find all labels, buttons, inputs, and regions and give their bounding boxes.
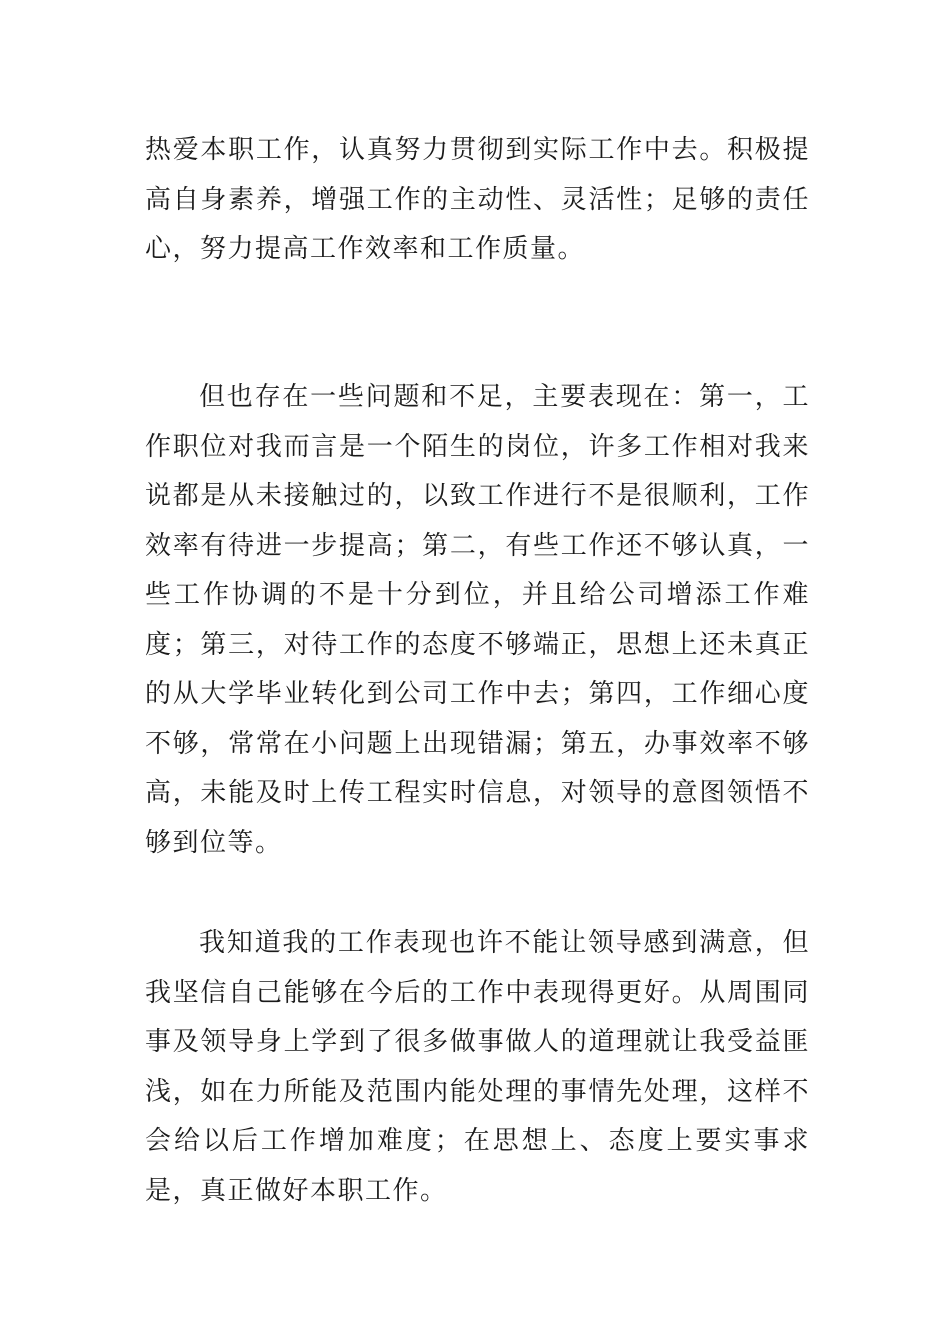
paragraph-continuation: 热爱本职工作，认真努力贯彻到实际工作中去。积极提高自身素养，增强工作的主动性、灵活性；足够的责任心，努力提高工作效率和工作质量。 bbox=[145, 135, 810, 264]
paragraph-shortcomings: 但也存在一些问题和不足，主要表现在：第一，工作职位对我而言是一个陌生的岗位，许多工作相对我来说都是从未接触过的，以致工作进行不是很顺利，工作效率有待进一步提高；第二，有些工作还不够认真，一些工作协调的不是十分到位，并且给公司增添工作难度；第三，对待工作的态度不够端正，思想上还未真正的从大学毕业转化到公司工作中去；第四，工作细心度不够，常常在小问题上出现错漏；第五，办事效率不够高，未能及时上传工程实时信息，对领导的意图领悟不够到位等。 bbox=[145, 382, 810, 858]
paragraph-outlook: 我知道我的工作表现也许不能让领导感到满意，但我坚信自己能够在今后的工作中表现得更好。从周围同事及领导身上学到了很多做事做人的道理就让我受益匪浅，如在力所能及范围内能处理的事情先处理，这样不会给以后工作增加难度；在思想上、态度上要实事求是，真正做好本职工作。 bbox=[145, 928, 810, 1206]
